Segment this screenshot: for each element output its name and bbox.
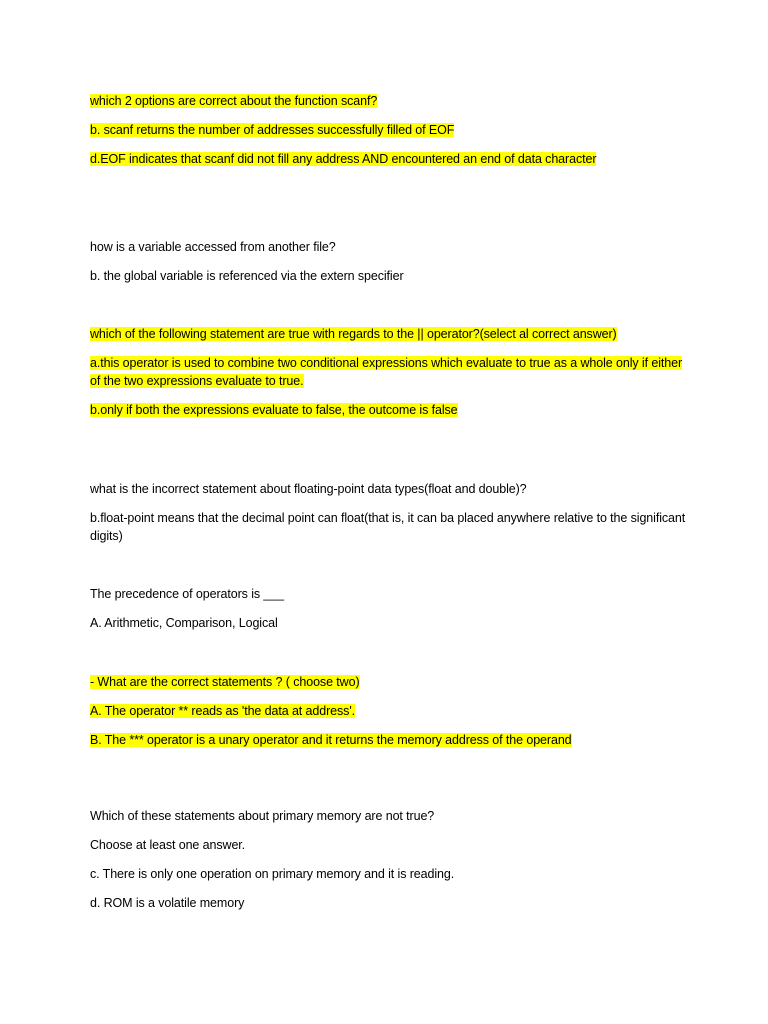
answer-text: A. The operator ** reads as 'the data at address'. bbox=[90, 704, 355, 718]
question-block-3 bbox=[90, 325, 690, 419]
answer-text: B. The *** operator is a unary operator and it returns the memory address of the operand bbox=[90, 733, 572, 747]
question-text: which 2 options are correct about the function scanf? bbox=[90, 94, 378, 108]
answer-text: b.only if both the expressions evaluate to false, the outcome is false bbox=[90, 403, 458, 417]
question-text: which of the following statement are true with regards to the || operator?(select al correct answer) bbox=[90, 327, 617, 341]
question-text: what is the incorrect statement about floating-point data types(float and double)? bbox=[90, 482, 527, 496]
answer-text: d.EOF indicates that scanf did not fill any address AND encountered an end of data character bbox=[90, 152, 597, 166]
question-text: - What are the correct statements ? ( choose two) bbox=[90, 675, 360, 689]
answer-text: b.float-point means that the decimal point can float(that is, it can ba placed anywhere relative to the significant digits) bbox=[90, 511, 686, 543]
question-text: how is a variable accessed from another file? bbox=[90, 240, 336, 254]
answer-text: b. scanf returns the number of addresses successfully filled of EOF bbox=[90, 123, 455, 137]
instruction-text: Choose at least one answer. bbox=[90, 838, 246, 852]
question-block-1 bbox=[90, 92, 690, 168]
question-block-2 bbox=[90, 238, 690, 285]
question-block-7 bbox=[90, 807, 690, 912]
question-block-6 bbox=[90, 673, 690, 749]
question-block-5 bbox=[90, 585, 690, 632]
answer-text: d. ROM is a volatile memory bbox=[90, 896, 245, 910]
question-text: Which of these statements about primary memory are not true? bbox=[90, 809, 435, 823]
question-block-4 bbox=[90, 480, 690, 545]
answer-text: b. the global variable is referenced via the extern specifier bbox=[90, 269, 404, 283]
answer-text: a.this operator is used to combine two conditional expressions which evaluate to true as a whole only if either of the two expressions evaluate to true. bbox=[90, 356, 683, 388]
answer-text: A. Arithmetic, Comparison, Logical bbox=[90, 616, 278, 630]
answer-text: c. There is only one operation on primary memory and it is reading. bbox=[90, 867, 455, 881]
question-text: The precedence of operators is ___ bbox=[90, 587, 284, 601]
